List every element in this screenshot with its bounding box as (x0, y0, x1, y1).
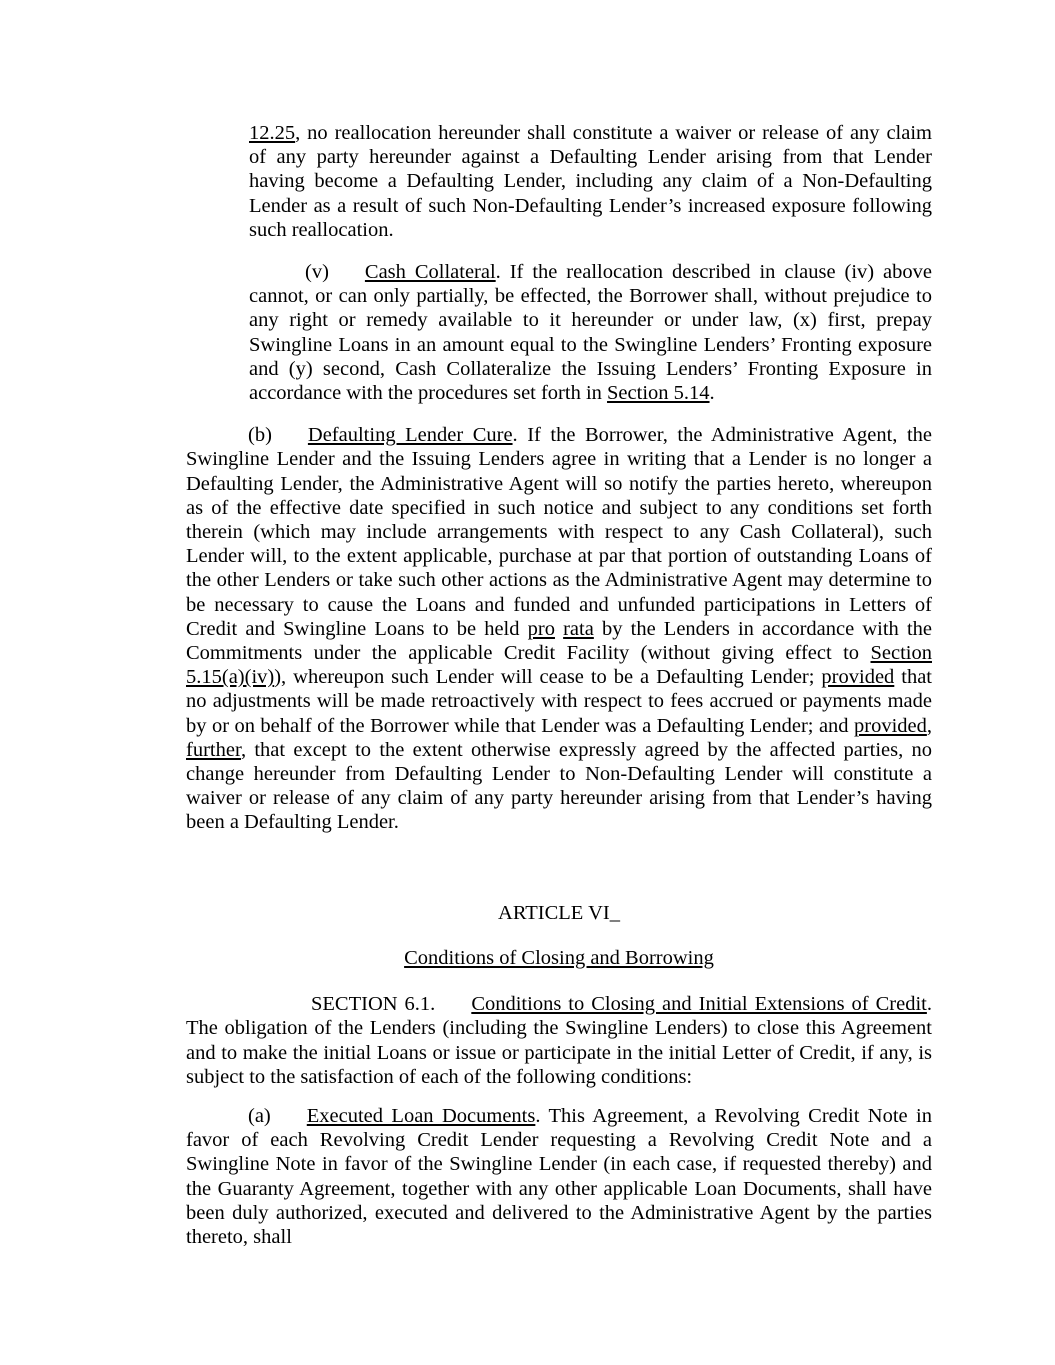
paragraph-text: , no reallocation hereunder shall constitute a waiver or release of any claim of any party hereunder against a Defaulting Lender arising from that Lender having become a Defaulting Lender, including any claim of a Non-Defaulting Lender as a result of such Non-Defaulting Lender’s increased exposure following such reallocation. (249, 122, 932, 241)
proviso-term: provided (821, 666, 895, 689)
clause-title: Executed Loan Documents (306, 1104, 536, 1127)
clause-title: Cash Collateral (364, 261, 496, 284)
word-space (555, 618, 563, 640)
clause-text-end: . This Agreement, a Revolving Credit Note in favor of each Revolving Credit Lender requesting a Revolving Credit Note and a Swingline Note in favor of the Swingline Lender (in each case, if requested thereby) and the Guaranty Agreement, together with any other applicable Loan Documents, shall have been duly authorized, executed and delivered to the Administrative Agent by the parties thereto, shall (186, 1104, 932, 1248)
clause-text: by the Lenders in accordance with the Commitments under the applicable Credit Facility (without giving effect to (186, 617, 932, 665)
proviso-term: provided (854, 714, 927, 737)
clause-text: that no adjustments will be made retroactively with respect to fees accrued or payments made by or on behalf of the Borrower while that Lender was a Defaulting Lender; and (186, 666, 932, 737)
further-term: further (186, 738, 241, 761)
article-vi-heading (186, 901, 932, 925)
article-heading-text: ARTICLE VI_ (498, 901, 620, 924)
clause-text: . If the reallocation described in clause (iv) above cannot, or can only partially, be effected, the Borrower shall, without prejudice to any right or remedy available to it hereunder or under law, (x) first, prepay Swingline Loans in an amount equal to the Swingline Lenders’ Fronting exposure and (y) second, Cash Collateralize the Issuing Lenders’ Fronting Exposure in accordance with the procedures set forth in (249, 261, 932, 405)
section-ref-5-15-a-iv: Section 5.15(a)(iv) (186, 642, 932, 689)
section-ref-12-25: 12.25 (249, 122, 296, 144)
latin-term-pro: pro (527, 617, 555, 640)
paragraph-reallocation-waiver (249, 121, 932, 242)
clause-text: . If the Borrower, the Administrative Agent, the Swingline Lender and the Issuing Lenders agree in writing that a Lender is no longer a Defaulting Lender, the Administrative Agent will so notify the parties hereto, whereupon as of the effective date specified in such notice and subject to any conditions set forth therein (which may include arrangements with respect to any Cash Collateral), such Lender will, to the extent applicable, purchase at par that portion of outstanding Loans of the other Lenders or take such other actions as the Administrative Agent may determine to be necessary to cause the Loans and funded and unfunded participations in Letters of Credit and Swingline Loans to be held (186, 424, 933, 640)
clause-text: , (926, 714, 932, 737)
clause-text-end: . (709, 382, 715, 405)
section-label: SECTION 6.1. (311, 993, 436, 1016)
article-subheading-text: Conditions of Closing and Borrowing (404, 946, 714, 969)
article-vi-subheading (186, 946, 932, 970)
clause-title: Defaulting Lender Cure (307, 424, 513, 447)
clause-a-executed-loan-documents (186, 1104, 932, 1249)
section-text: . The obligation of the Lenders (including the Swingline Lenders) to close this Agreement and to make the initial Loans or issue or participate in the initial Letter of Credit, if any, is subject to the satisfaction of each of the following conditions: (186, 993, 932, 1088)
clause-label: (v) (305, 261, 329, 284)
clause-label: (a) (248, 1104, 271, 1127)
paragraph-b-defaulting-lender-cure (186, 423, 932, 834)
clause-text: ), whereupon such Lender will cease to be a Defaulting Lender; (274, 666, 822, 689)
clause-text-end: , that except to the extent otherwise expressly agreed by the affected parties, no change hereunder from Defaulting Lender to Non-Defaulting Lender will constitute a waiver or release of any claim of any party hereunder arising from that Lender’s having been a Defaulting Lender. (186, 738, 932, 834)
clause-label: (b) (248, 424, 272, 447)
clause-v-cash-collateral (249, 260, 932, 405)
latin-term-rata: rata (563, 617, 594, 640)
section-title: Conditions to Closing and Initial Extensions of Credit (471, 993, 927, 1016)
section-6-1-paragraph (186, 992, 932, 1089)
section-ref-5-14: Section 5.14 (607, 382, 710, 405)
